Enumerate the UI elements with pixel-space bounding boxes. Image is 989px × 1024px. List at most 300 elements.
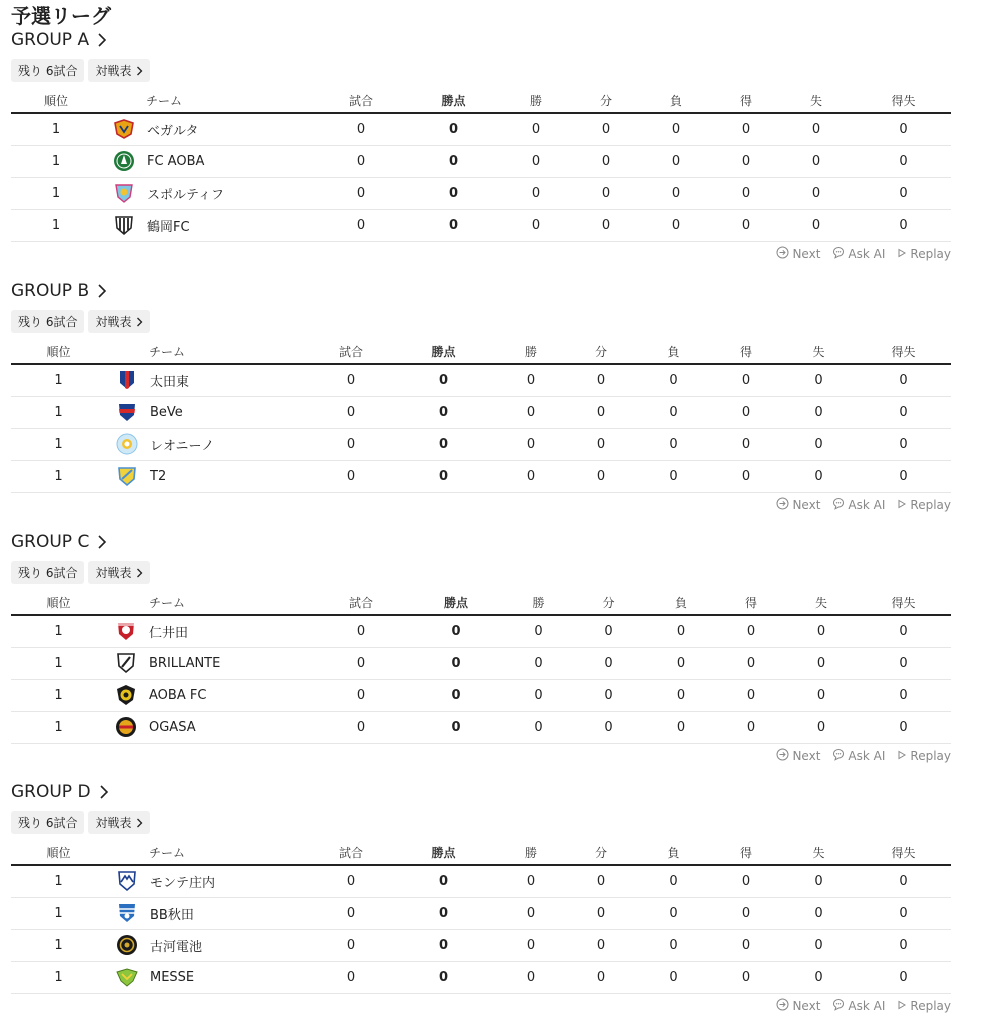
column-header-win: 勝 (506, 591, 571, 615)
goals-for-cell: 0 (711, 364, 781, 396)
goal-diff-cell: 0 (856, 929, 951, 961)
loss-cell: 0 (636, 209, 716, 241)
points-cell: 0 (391, 897, 496, 929)
win-cell: 0 (496, 865, 566, 897)
group-b-section (11, 280, 951, 513)
loss-cell: 0 (646, 711, 716, 743)
group-title-text: GROUP B (11, 281, 90, 301)
goals-against-cell: 0 (786, 647, 856, 679)
win-cell: 0 (506, 711, 571, 743)
t2-crest-icon (116, 465, 138, 487)
table-row[interactable] (11, 711, 951, 743)
arrow-right-circle-icon (776, 497, 789, 513)
points-cell: 0 (411, 145, 496, 177)
win-cell: 0 (496, 460, 566, 492)
points-cell: 0 (406, 679, 506, 711)
draw-cell: 0 (566, 396, 636, 428)
loss-cell: 0 (636, 460, 711, 492)
arrow-right-circle-icon (776, 246, 789, 262)
remaining-matches-button[interactable] (11, 310, 84, 333)
draw-cell: 0 (571, 615, 646, 647)
chat-bubble-icon (832, 748, 845, 764)
column-header-goals-for: 得 (716, 591, 786, 615)
goals-against-cell: 0 (781, 929, 856, 961)
fixtures-label: 対戦表 (95, 315, 132, 329)
column-header-goals-for: 得 (716, 89, 776, 113)
furukawa-denchi-crest-icon (116, 934, 138, 956)
goals-for-cell: 0 (711, 428, 781, 460)
team-name[interactable]: BRILLANTE (149, 655, 221, 671)
otahigashi-crest-icon (116, 369, 138, 391)
played-cell: 0 (316, 679, 406, 711)
next-label: Next (792, 998, 821, 1013)
team-name[interactable]: 鶴岡FC (147, 219, 190, 235)
win-cell: 0 (496, 177, 576, 209)
played-cell: 0 (311, 177, 411, 209)
replay-button[interactable] (897, 749, 951, 763)
goals-for-cell: 0 (716, 113, 776, 145)
goals-for-cell: 0 (711, 460, 781, 492)
points-cell: 0 (411, 177, 496, 209)
team-name[interactable]: OGASA (149, 719, 196, 735)
replay-button[interactable] (897, 247, 951, 261)
rank-cell: 1 (11, 865, 106, 897)
goals-for-cell: 0 (716, 145, 776, 177)
rank-cell: 1 (11, 364, 106, 396)
rank-cell: 1 (11, 396, 106, 428)
messe-crest-icon (116, 966, 138, 988)
points-cell: 0 (411, 113, 496, 145)
win-cell: 0 (496, 396, 566, 428)
chat-bubble-icon (832, 497, 845, 513)
goal-diff-cell: 0 (856, 711, 951, 743)
draw-cell: 0 (576, 145, 636, 177)
goals-against-cell: 0 (786, 679, 856, 711)
loss-cell: 0 (636, 428, 711, 460)
group-actions (11, 998, 951, 1014)
column-header-goal-diff: 得失 (856, 340, 951, 364)
table-header-row (11, 89, 951, 113)
column-header-loss: 負 (636, 89, 716, 113)
table-row[interactable] (11, 865, 951, 897)
points-cell: 0 (391, 929, 496, 961)
loss-cell: 0 (636, 364, 711, 396)
goal-diff-cell: 0 (856, 460, 951, 492)
column-header-loss: 負 (636, 841, 711, 865)
points-cell: 0 (391, 428, 496, 460)
group-buttons (11, 59, 951, 82)
draw-cell: 0 (566, 897, 636, 929)
next-button[interactable] (776, 748, 820, 764)
chat-bubble-icon (832, 998, 845, 1014)
table-row[interactable] (11, 113, 951, 145)
play-triangle-icon (897, 749, 907, 763)
chevron-right-icon (97, 284, 107, 298)
replay-label: Replay (910, 246, 951, 261)
bb-akita-crest-icon (116, 902, 138, 924)
rank-cell: 1 (11, 679, 106, 711)
points-cell: 0 (411, 209, 496, 241)
monte-shonai-crest-icon (116, 870, 138, 892)
loss-cell: 0 (636, 929, 711, 961)
fixtures-label: 対戦表 (95, 566, 132, 580)
chevron-right-icon (97, 33, 107, 47)
column-header-played: 試合 (311, 841, 391, 865)
goal-diff-cell: 0 (856, 961, 951, 993)
standings-table (11, 340, 951, 493)
remaining-matches-button[interactable] (11, 59, 84, 82)
goal-diff-cell: 0 (856, 615, 951, 647)
team-name[interactable]: スポルティフ (147, 187, 224, 203)
team-name[interactable]: BeVe (150, 404, 183, 420)
goals-for-cell: 0 (716, 679, 786, 711)
column-header-win: 勝 (496, 89, 576, 113)
win-cell: 0 (506, 615, 571, 647)
goals-against-cell: 0 (776, 177, 856, 209)
team-name[interactable]: FC AOBA (147, 153, 205, 169)
win-cell: 0 (506, 679, 571, 711)
loss-cell: 0 (636, 897, 711, 929)
column-header-team: チーム (106, 841, 311, 865)
goal-diff-cell: 0 (856, 396, 951, 428)
goals-against-cell: 0 (776, 113, 856, 145)
goals-for-cell: 0 (711, 865, 781, 897)
next-label: Next (792, 497, 821, 512)
table-row[interactable] (11, 177, 951, 209)
goals-for-cell: 0 (716, 209, 776, 241)
remaining-matches-label: 残り 6試合 (18, 566, 78, 580)
loss-cell: 0 (636, 113, 716, 145)
ogasa-crest-icon (115, 716, 137, 738)
standings-table (11, 591, 951, 744)
group-title-text: GROUP D (11, 782, 91, 802)
rank-cell: 1 (11, 145, 101, 177)
draw-cell: 0 (571, 711, 646, 743)
standings-table (11, 89, 951, 242)
draw-cell: 0 (566, 428, 636, 460)
draw-cell: 0 (576, 177, 636, 209)
remaining-matches-label: 残り 6試合 (18, 315, 78, 329)
table-row[interactable] (11, 145, 951, 177)
replay-button[interactable] (897, 498, 951, 512)
played-cell: 0 (311, 929, 391, 961)
fixtures-button[interactable] (88, 561, 150, 584)
aoba-fc-crest-icon (115, 684, 137, 706)
fixtures-button[interactable] (88, 310, 150, 333)
play-triangle-icon (897, 498, 907, 512)
loss-cell: 0 (636, 396, 711, 428)
table-row[interactable] (11, 679, 951, 711)
fc-aoba-crest-icon (113, 150, 135, 172)
draw-cell: 0 (566, 961, 636, 993)
brillante-crest-icon (115, 652, 137, 674)
played-cell: 0 (316, 647, 406, 679)
goals-against-cell: 0 (776, 209, 856, 241)
column-header-win: 勝 (496, 340, 566, 364)
draw-cell: 0 (566, 865, 636, 897)
play-triangle-icon (897, 247, 907, 261)
group-title-link[interactable] (11, 29, 951, 51)
played-cell: 0 (311, 961, 391, 993)
rank-cell: 1 (11, 460, 106, 492)
table-row[interactable] (11, 364, 951, 396)
goal-diff-cell: 0 (856, 209, 951, 241)
win-cell: 0 (496, 364, 566, 396)
loss-cell: 0 (646, 679, 716, 711)
points-cell: 0 (406, 647, 506, 679)
points-cell: 0 (406, 711, 506, 743)
ask-ai-button[interactable] (832, 748, 885, 764)
draw-cell: 0 (566, 460, 636, 492)
replay-label: Replay (910, 497, 951, 512)
ask-ai-button[interactable] (832, 246, 885, 262)
played-cell: 0 (311, 364, 391, 396)
column-header-goals-against: 失 (786, 591, 856, 615)
goal-diff-cell: 0 (856, 177, 951, 209)
column-header-goal-diff: 得失 (856, 841, 951, 865)
team-name[interactable]: 古河電池 (150, 939, 203, 955)
played-cell: 0 (311, 113, 411, 145)
group-buttons (11, 811, 951, 834)
played-cell: 0 (311, 209, 411, 241)
goals-for-cell: 0 (711, 396, 781, 428)
goal-diff-cell: 0 (856, 113, 951, 145)
points-cell: 0 (391, 396, 496, 428)
goals-against-cell: 0 (781, 428, 856, 460)
draw-cell: 0 (571, 647, 646, 679)
draw-cell: 0 (576, 209, 636, 241)
goals-against-cell: 0 (786, 615, 856, 647)
table-row[interactable] (11, 428, 951, 460)
column-header-rank: 順位 (11, 591, 106, 615)
team-name[interactable]: T2 (150, 468, 167, 484)
arrow-right-circle-icon (776, 998, 789, 1014)
chat-bubble-icon (832, 246, 845, 262)
ask-ai-button[interactable] (832, 497, 885, 513)
win-cell: 0 (496, 113, 576, 145)
column-header-draw: 分 (566, 841, 636, 865)
rank-cell: 1 (11, 961, 106, 993)
arrow-right-circle-icon (776, 748, 789, 764)
team-name[interactable]: 太田東 (150, 374, 190, 390)
chevron-right-icon (136, 66, 143, 76)
table-row[interactable] (11, 647, 951, 679)
column-header-played: 試合 (311, 340, 391, 364)
goals-against-cell: 0 (781, 396, 856, 428)
ask-ai-label: Ask AI (848, 246, 886, 261)
goals-for-cell: 0 (716, 615, 786, 647)
goals-against-cell: 0 (781, 865, 856, 897)
replay-button[interactable] (897, 999, 951, 1013)
column-header-points: 勝点 (391, 841, 496, 865)
rank-cell: 1 (11, 209, 101, 241)
replay-label: Replay (910, 748, 951, 763)
goals-against-cell: 0 (781, 364, 856, 396)
remaining-matches-button[interactable] (11, 811, 84, 834)
column-header-played: 試合 (316, 591, 406, 615)
fixtures-label: 対戦表 (95, 64, 132, 78)
column-header-team: チーム (101, 89, 311, 113)
win-cell: 0 (496, 428, 566, 460)
played-cell: 0 (316, 711, 406, 743)
table-header-row (11, 340, 951, 364)
points-cell: 0 (391, 865, 496, 897)
goals-for-cell: 0 (711, 897, 781, 929)
group-title-link[interactable] (11, 781, 951, 803)
vegalta-crest-icon (113, 118, 135, 140)
points-cell: 0 (391, 961, 496, 993)
fixtures-button[interactable] (88, 59, 150, 82)
column-header-draw: 分 (566, 340, 636, 364)
team-name[interactable]: レオニーノ (150, 438, 215, 454)
win-cell: 0 (496, 897, 566, 929)
played-cell: 0 (311, 428, 391, 460)
group-title-text: GROUP A (11, 30, 90, 50)
goals-against-cell: 0 (786, 711, 856, 743)
goals-against-cell: 0 (781, 961, 856, 993)
column-header-team: チーム (106, 340, 311, 364)
loss-cell: 0 (636, 961, 711, 993)
team-name[interactable]: AOBA FC (149, 687, 207, 703)
loss-cell: 0 (646, 647, 716, 679)
goal-diff-cell: 0 (856, 647, 951, 679)
loss-cell: 0 (646, 615, 716, 647)
goals-against-cell: 0 (781, 460, 856, 492)
column-header-win: 勝 (496, 841, 566, 865)
ask-ai-label: Ask AI (848, 497, 886, 512)
played-cell: 0 (311, 897, 391, 929)
goals-against-cell: 0 (776, 145, 856, 177)
chevron-right-icon (99, 785, 109, 799)
table-row[interactable] (11, 961, 951, 993)
table-row[interactable] (11, 460, 951, 492)
team-name[interactable]: BB秋田 (150, 907, 194, 923)
played-cell: 0 (311, 145, 411, 177)
rank-cell: 1 (11, 647, 106, 679)
loss-cell: 0 (636, 177, 716, 209)
goal-diff-cell: 0 (856, 428, 951, 460)
group-c-section (11, 531, 951, 764)
goal-diff-cell: 0 (856, 679, 951, 711)
points-cell: 0 (391, 460, 496, 492)
group-actions (11, 246, 951, 262)
group-title-text: GROUP C (11, 532, 90, 552)
rank-cell: 1 (11, 929, 106, 961)
column-header-loss: 負 (636, 340, 711, 364)
column-header-team: チーム (106, 591, 316, 615)
group-actions (11, 748, 951, 764)
next-label: Next (792, 748, 821, 763)
team-name[interactable]: 仁井田 (149, 625, 189, 641)
column-header-rank: 順位 (11, 841, 106, 865)
table-row[interactable] (11, 615, 951, 647)
goals-against-cell: 0 (781, 897, 856, 929)
group-buttons (11, 310, 951, 333)
niida-crest-icon (115, 620, 137, 642)
column-header-goals-for: 得 (711, 340, 781, 364)
team-name[interactable]: モンテ庄内 (150, 875, 216, 891)
column-header-rank: 順位 (11, 89, 101, 113)
column-header-draw: 分 (571, 591, 646, 615)
loss-cell: 0 (636, 865, 711, 897)
goal-diff-cell: 0 (856, 145, 951, 177)
chevron-right-icon (136, 317, 143, 327)
draw-cell: 0 (566, 929, 636, 961)
group-title-link[interactable] (11, 280, 951, 302)
table-header-row (11, 841, 951, 865)
chevron-right-icon (136, 818, 143, 828)
next-button[interactable] (776, 497, 820, 513)
table-row[interactable] (11, 209, 951, 241)
column-header-goals-against: 失 (781, 340, 856, 364)
played-cell: 0 (311, 396, 391, 428)
column-header-rank: 順位 (11, 340, 106, 364)
column-header-draw: 分 (576, 89, 636, 113)
remaining-matches-label: 残り 6試合 (18, 64, 78, 78)
table-header-row (11, 591, 951, 615)
group-buttons (11, 561, 951, 584)
win-cell: 0 (496, 961, 566, 993)
points-cell: 0 (406, 615, 506, 647)
column-header-goal-diff: 得失 (856, 591, 951, 615)
next-button[interactable] (776, 246, 820, 262)
played-cell: 0 (311, 460, 391, 492)
rank-cell: 1 (11, 615, 106, 647)
loss-cell: 0 (636, 145, 716, 177)
rank-cell: 1 (11, 711, 106, 743)
played-cell: 0 (311, 865, 391, 897)
group-title-link[interactable] (11, 531, 951, 553)
ask-ai-button[interactable] (832, 998, 885, 1014)
next-button[interactable] (776, 998, 820, 1014)
sportif-crest-icon (113, 182, 135, 204)
ask-ai-label: Ask AI (848, 998, 886, 1013)
column-header-goal-diff: 得失 (856, 89, 951, 113)
group-actions (11, 497, 951, 513)
group-d-section (11, 781, 951, 1014)
win-cell: 0 (496, 209, 576, 241)
page-title: 予選リーグ (11, 4, 111, 28)
table-row[interactable] (11, 929, 951, 961)
played-cell: 0 (316, 615, 406, 647)
table-row[interactable] (11, 897, 951, 929)
column-header-points: 勝点 (391, 340, 496, 364)
win-cell: 0 (496, 145, 576, 177)
remaining-matches-button[interactable] (11, 561, 84, 584)
team-name[interactable]: ベガルタ (147, 123, 199, 139)
goals-for-cell: 0 (716, 647, 786, 679)
win-cell: 0 (496, 929, 566, 961)
replay-label: Replay (910, 998, 951, 1013)
goal-diff-cell: 0 (856, 865, 951, 897)
rank-cell: 1 (11, 177, 101, 209)
next-label: Next (792, 246, 821, 261)
table-row[interactable] (11, 396, 951, 428)
draw-cell: 0 (566, 364, 636, 396)
goals-for-cell: 0 (716, 711, 786, 743)
fixtures-button[interactable] (88, 811, 150, 834)
group-a-section (11, 29, 951, 262)
column-header-played: 試合 (311, 89, 411, 113)
team-name[interactable]: MESSE (150, 969, 195, 985)
beve-crest-icon (116, 401, 138, 423)
draw-cell: 0 (571, 679, 646, 711)
ask-ai-label: Ask AI (848, 748, 886, 763)
column-header-goals-against: 失 (781, 841, 856, 865)
play-triangle-icon (897, 999, 907, 1013)
goal-diff-cell: 0 (856, 897, 951, 929)
rank-cell: 1 (11, 113, 101, 145)
